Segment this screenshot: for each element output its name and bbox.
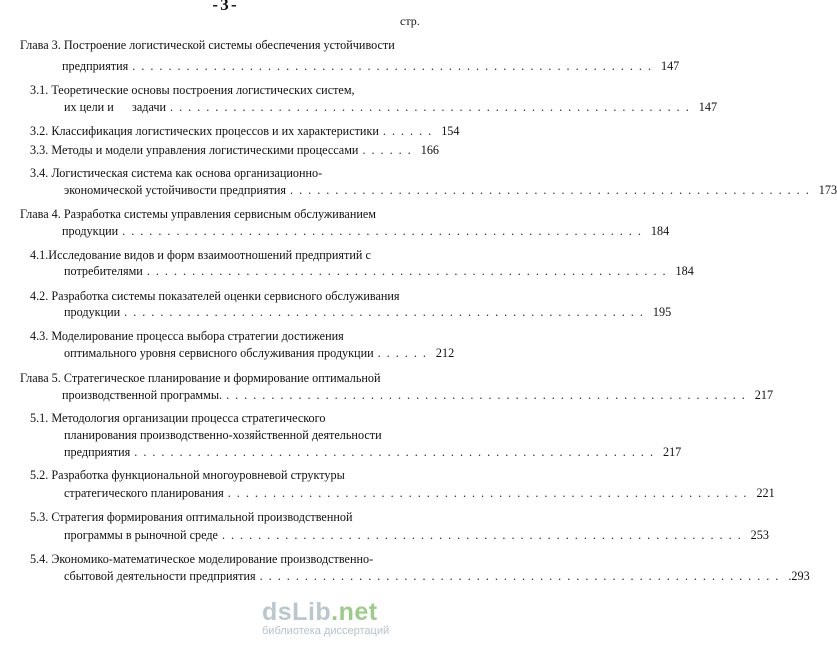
toc-section-3-2: 3.2. Классификация логистических процессов и их характеристики ...... 154 [30, 124, 460, 138]
toc-page-number: 184 [675, 264, 694, 278]
toc-section-5-1-cont: планирования производственно-хозяйственной деятельности [64, 428, 382, 442]
toc-section-5-3: 5.3. Стратегия формирования оптимальной производственной [30, 510, 353, 524]
toc-section-3-4-cont: экономической устойчивости предприятия .......................................................... 173 [64, 183, 837, 197]
toc-section-4-3: 4.3. Моделирование процесса выбора стратегии достижения [30, 329, 344, 343]
toc-chapter-3-title: Глава 3. Построение логистической системы обеспечения устойчивости [20, 38, 395, 52]
page-number-marker: - 3 - [212, 0, 236, 14]
toc-page-number: 166 [420, 143, 439, 157]
toc-page-number: .293 [788, 569, 810, 583]
toc-chapter-3-title-cont: предприятия .......................................................... 147 [62, 59, 680, 73]
dslib-watermark [262, 598, 442, 637]
toc-section-5-4: 5.4. Экономико-математическое моделирование производственно- [30, 552, 374, 566]
page-column-label: стр. [400, 14, 420, 28]
toc-page-number: 195 [652, 305, 672, 319]
toc-section-3-3: 3.3. Методы и модели управления логистическими процессами ...... 166 [30, 143, 439, 157]
toc-page-number: 221 [756, 486, 775, 500]
toc-section-5-2-cont: стратегического планирования .......................................................... 221 [64, 486, 775, 500]
toc-section-3-1-cont: их цели и задачи .......................................................... 147 [64, 100, 718, 114]
toc-chapter-5-title: Глава 5. Стратегическое планирование и формирование оптимальной [20, 371, 381, 385]
toc-page-number: 147 [698, 100, 718, 114]
toc-chapter-4-title: Глава 4. Разработка системы управления сервисным обслуживанием [20, 207, 376, 221]
toc-page-number: 212 [435, 346, 455, 360]
dslib-logo: dsLib.net [262, 598, 378, 626]
toc-page-number: 184 [650, 224, 670, 238]
toc-page-number: 147 [660, 59, 680, 73]
toc-section-4-1: 4.1.Исследование видов и форм взаимоотношений предприятий с [30, 248, 371, 262]
toc-section-4-1-cont: потребителями .......................................................... 184 [64, 264, 694, 278]
toc-section-5-2: 5.2. Разработка функциональной многоуровневой структуры [30, 468, 345, 482]
toc-section-5-4-cont: сбытовой деятельности предприятия .......................................................... .293 [64, 569, 810, 583]
toc-page-number: 154 [441, 124, 460, 138]
toc-section-4-3-cont: оптимального уровня сервисного обслуживания продукции ...... 212 [64, 346, 455, 360]
toc-chapter-5-title-cont: производственной программы. .......................................................... 217 [62, 388, 774, 402]
toc-section-5-1-cont-2: предприятия .......................................................... 217 [64, 445, 682, 459]
toc-chapter-4-title-cont: продукции .......................................................... 184 [62, 224, 670, 238]
toc-section-4-2: 4.2. Разработка системы показателей оценки сервисного обслуживания [30, 289, 400, 303]
toc-section-3-4: 3.4. Логистическая система как основа организационно- [30, 166, 323, 180]
toc-section-4-2-cont: продукции .......................................................... 195 [64, 305, 672, 319]
watermark-subtitle: библиотека диссертаций [262, 625, 390, 637]
toc-section-5-1: 5.1. Методология организации процесса стратегического [30, 411, 326, 425]
toc-section-3-1: 3.1. Теоретические основы построения логистических систем, [30, 83, 355, 97]
toc-page-number: 217 [662, 445, 682, 459]
toc-page-number: 253 [750, 528, 769, 542]
toc-section-5-3-cont: программы в рыночной среде .......................................................... 253 [64, 528, 769, 542]
toc-page-number: 173 [818, 183, 837, 197]
toc-page-number: 217 [754, 388, 774, 402]
